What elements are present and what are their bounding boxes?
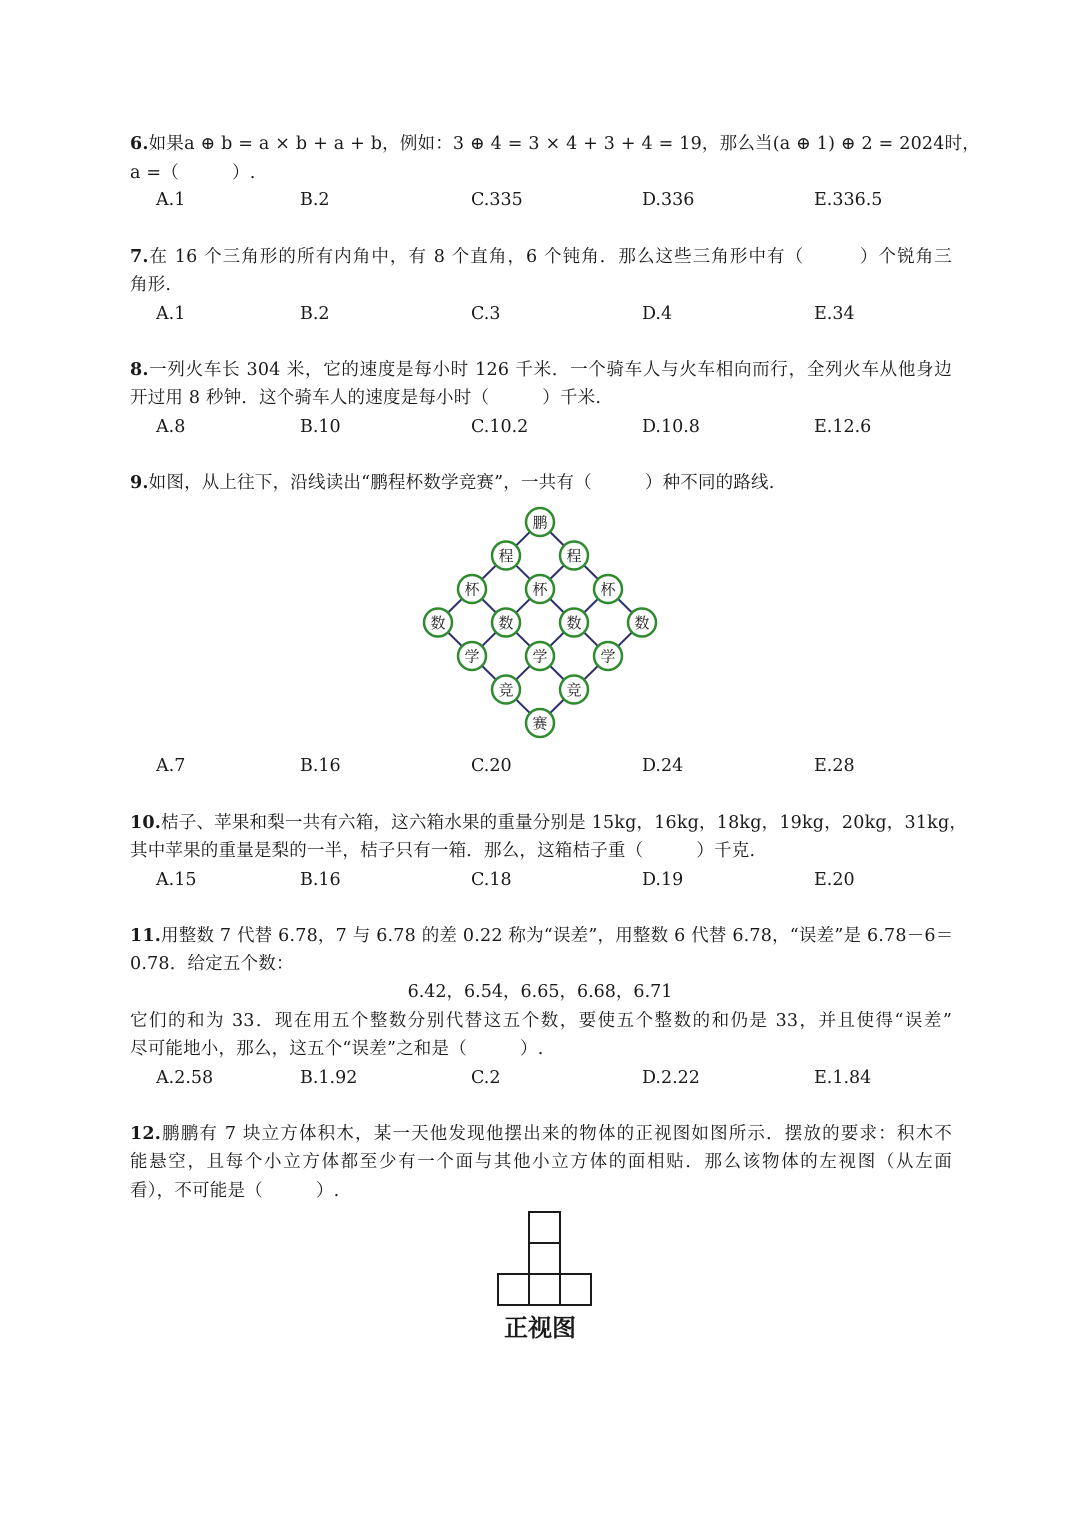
q11-options bbox=[0, 1066, 1080, 1090]
q12-number: 12. bbox=[130, 1124, 162, 1144]
q12-line1 bbox=[130, 1122, 952, 1146]
q11-line1 bbox=[130, 924, 952, 948]
cube-middle bbox=[529, 1243, 560, 1274]
lattice-node-char: 数 bbox=[566, 614, 582, 632]
q9-option-d: D.24 bbox=[642, 756, 684, 776]
cube-bottom-center bbox=[529, 1274, 560, 1305]
q10-line2: 其中苹果的重量是梨的一半，桔子只有一箱．那么，这箱桔子重（ ）千克. bbox=[130, 841, 756, 861]
q10-text: 桔子、苹果和梨一共有六箱，这六箱水果的重量分别是 15kg，16kg，18kg，19kg，20kg，31kg， bbox=[161, 813, 968, 833]
lattice-node bbox=[458, 642, 486, 670]
q7-option-d: D.4 bbox=[642, 304, 673, 324]
lattice-node bbox=[594, 575, 622, 603]
q9-lattice-diagram bbox=[410, 500, 670, 740]
lattice-node bbox=[458, 575, 486, 603]
q12-line2: 能悬空，且每个小立方体都至少有一个面与其他小立方体的面相贴．那么该物体的左视图（从左面 bbox=[130, 1152, 952, 1172]
q11-option-a: A.2.58 bbox=[156, 1068, 214, 1088]
q8-option-c: C.10.2 bbox=[471, 417, 529, 437]
q12-text: 鹏鹏有 7 块立方体积木，某一天他发现他摆出来的物体的正视图如图所示．摆放的要求：积木不 bbox=[161, 1124, 952, 1144]
lattice-node-char: 学 bbox=[600, 647, 616, 666]
q12-line3: 看），不可能是（ ）. bbox=[130, 1181, 340, 1201]
q12-front-view-figure bbox=[495, 1208, 595, 1308]
q11-option-c: C.2 bbox=[471, 1068, 501, 1088]
q9-text: 如图，从上往下，沿线读出“鹏程杯数学竞赛”，一共有（ ）种不同的路线. bbox=[148, 473, 775, 493]
lattice-node-char: 数 bbox=[430, 614, 446, 632]
lattice-node-char: 杯 bbox=[532, 580, 548, 599]
q11-line2: 0.78．给定五个数： bbox=[130, 954, 294, 974]
q10-option-a: A.15 bbox=[156, 870, 197, 890]
q10-number: 10. bbox=[130, 813, 162, 833]
cube-bottom-left bbox=[498, 1274, 529, 1305]
lattice-node-char: 鹏 bbox=[532, 513, 548, 532]
q7-options bbox=[0, 302, 1080, 326]
q9-option-b: B.16 bbox=[300, 756, 341, 776]
lattice-node-char: 数 bbox=[498, 614, 514, 632]
q9-option-a: A.7 bbox=[156, 756, 186, 776]
q7-option-e: E.34 bbox=[814, 304, 855, 324]
q8-line2: 开过用 8 秒钟．这个骑车人的速度是每小时（ ）千米. bbox=[130, 388, 602, 408]
q7-number: 7. bbox=[130, 247, 149, 267]
lattice-node-char: 程 bbox=[566, 547, 582, 565]
q9-number: 9. bbox=[130, 473, 149, 493]
lattice-node bbox=[424, 609, 452, 637]
lattice-node-char: 竞 bbox=[498, 681, 514, 699]
lattice-node bbox=[526, 575, 554, 603]
q11-number: 11. bbox=[130, 926, 162, 946]
q9-option-e: E.28 bbox=[814, 756, 855, 776]
q9-line1 bbox=[130, 471, 952, 495]
q7-text: 在 16 个三角形的所有内角中，有 8 个直角，6 个钝角．那么这些三角形中有（ ）个锐角三 bbox=[148, 247, 952, 267]
q7-option-a: A.1 bbox=[156, 304, 186, 324]
q6-option-a: A.1 bbox=[156, 190, 186, 210]
cube-bottom-right bbox=[560, 1274, 591, 1305]
q7-option-c: C.3 bbox=[471, 304, 501, 324]
lattice-node-char: 竞 bbox=[566, 681, 582, 699]
q11-numbers: 6.42，6.54，6.65，6.68，6.71 bbox=[407, 982, 673, 1002]
q6-number: 6. bbox=[130, 134, 149, 154]
lattice-node-char: 学 bbox=[532, 647, 548, 666]
q8-number: 8. bbox=[130, 360, 149, 380]
q6-line2: a =（ ）. bbox=[130, 163, 256, 183]
lattice-node bbox=[560, 609, 588, 637]
lattice-node-char: 数 bbox=[634, 614, 650, 632]
q10-options bbox=[0, 868, 1080, 892]
q12-figure-caption: 正视图 bbox=[504, 1313, 576, 1342]
q8-options bbox=[0, 415, 1080, 439]
q10-line1 bbox=[130, 811, 968, 835]
q6-option-c: C.335 bbox=[471, 190, 523, 210]
q7-line1 bbox=[130, 245, 952, 269]
q11-line4: 尽可能地小，那么，这五个“误差”之和是（ ）. bbox=[130, 1039, 544, 1059]
lattice-node bbox=[526, 709, 554, 737]
lattice-node bbox=[560, 542, 588, 570]
q6-options bbox=[0, 188, 1080, 212]
q11-option-d: D.2.22 bbox=[642, 1068, 700, 1088]
q10-option-b: B.16 bbox=[300, 870, 341, 890]
q6-option-d: D.336 bbox=[642, 190, 695, 210]
q6-option-b: B.2 bbox=[300, 190, 330, 210]
q11-option-b: B.1.92 bbox=[300, 1068, 358, 1088]
lattice-node-char: 赛 bbox=[532, 714, 548, 733]
q8-text: 一列火车长 304 米，它的速度是每小时 126 千米．一个骑车人与火车相向而行，全列火车从他身边 bbox=[148, 360, 952, 380]
q11-option-e: E.1.84 bbox=[814, 1068, 872, 1088]
q10-option-c: C.18 bbox=[471, 870, 512, 890]
lattice-node-char: 程 bbox=[498, 547, 514, 565]
q8-option-b: B.10 bbox=[300, 417, 341, 437]
q6-option-e: E.336.5 bbox=[814, 190, 883, 210]
lattice-node bbox=[492, 676, 520, 704]
q8-option-a: A.8 bbox=[156, 417, 186, 437]
q10-option-d: D.19 bbox=[642, 870, 684, 890]
q9-options bbox=[0, 754, 1080, 778]
lattice-node-char: 杯 bbox=[464, 580, 480, 599]
q11-line3: 它们的和为 33．现在用五个整数分别代替这五个数，要使五个整数的和仍是 33，并且使得“误差” bbox=[130, 1011, 952, 1031]
q8-option-e: E.12.6 bbox=[814, 417, 872, 437]
lattice-node bbox=[492, 609, 520, 637]
lattice-node bbox=[492, 542, 520, 570]
lattice-node-char: 学 bbox=[464, 647, 480, 666]
q11-text: 用整数 7 代替 6.78，7 与 6.78 的差 0.22 称为“误差”，用整数 6 代替 6.78，“误差”是 6.78－6＝ bbox=[161, 926, 954, 946]
lattice-node-char: 杯 bbox=[600, 580, 616, 599]
q7-option-b: B.2 bbox=[300, 304, 330, 324]
lattice-node bbox=[526, 642, 554, 670]
q10-option-e: E.20 bbox=[814, 870, 855, 890]
q8-line1 bbox=[130, 358, 952, 382]
lattice-node bbox=[628, 609, 656, 637]
q6-text: 如果a ⊕ b = a × b + a + b，例如：3 ⊕ 4 = 3 × 4 + 3 + 4 = 19，那么当(a ⊕ 1) ⊕ 2 = 2024时， bbox=[148, 134, 980, 154]
q8-option-d: D.10.8 bbox=[642, 417, 700, 437]
lattice-node bbox=[526, 508, 554, 536]
cube-top bbox=[529, 1212, 560, 1243]
q7-line2: 角形. bbox=[130, 275, 172, 295]
lattice-node bbox=[560, 676, 588, 704]
q9-option-c: C.20 bbox=[471, 756, 512, 776]
lattice-node bbox=[594, 642, 622, 670]
q6-line1 bbox=[130, 132, 980, 156]
